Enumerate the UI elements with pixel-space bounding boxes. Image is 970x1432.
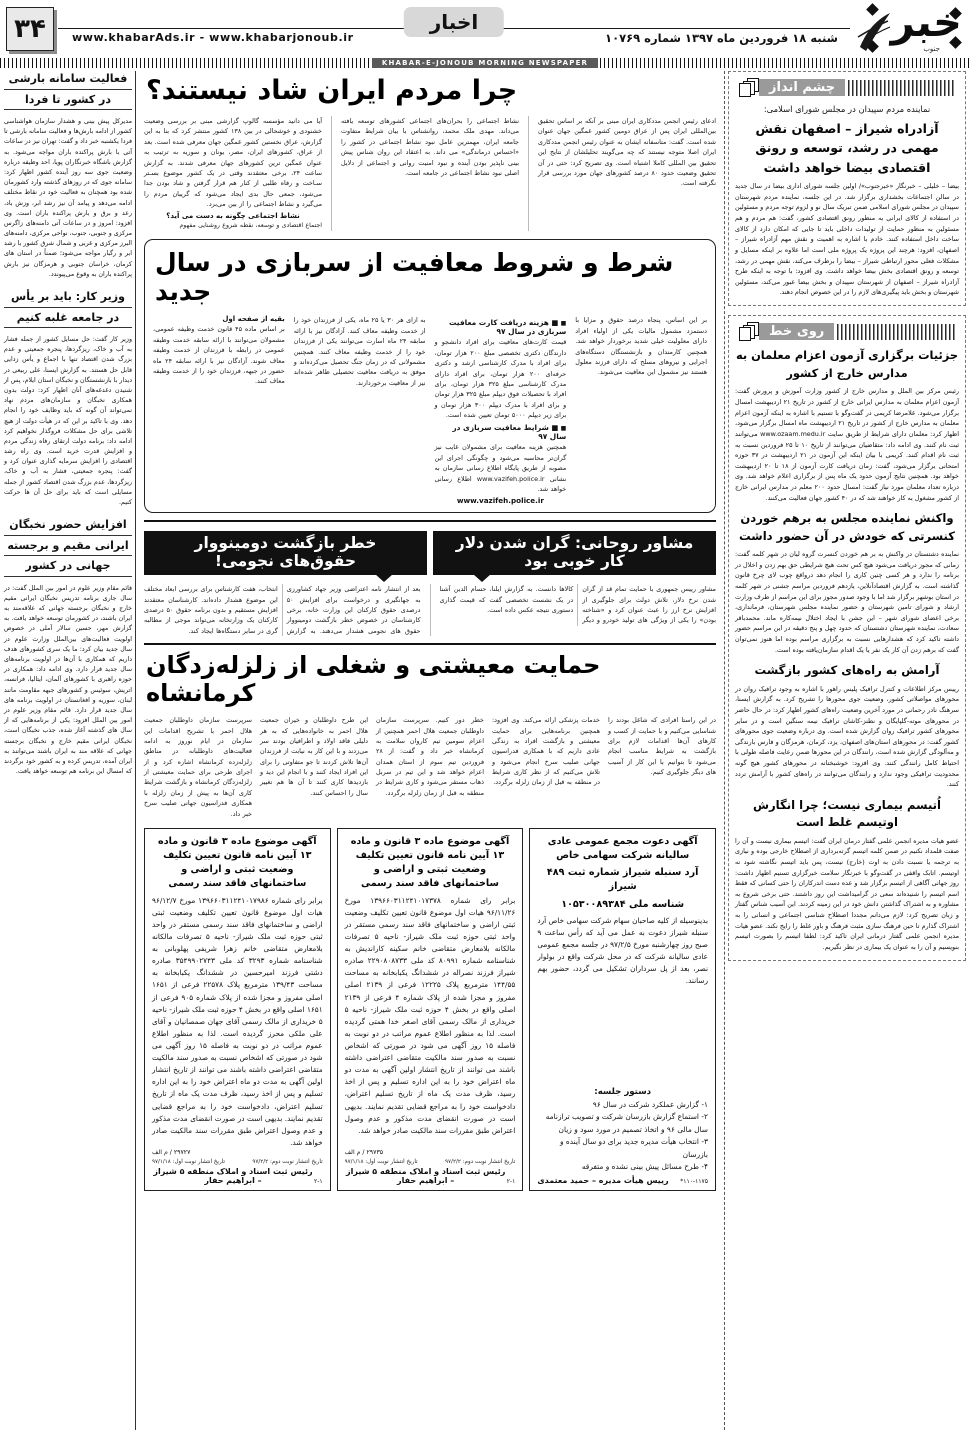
weather-headline-line1: فعالیت سامانه بارشی bbox=[4, 71, 132, 90]
assembly-ad-title-3: شناسه ملی ۱۰۵۳۰۰۸۹۳۸۴ bbox=[561, 898, 685, 910]
lead-headline[interactable]: چرا مردم ایران شاد نیستند؟ bbox=[146, 75, 518, 106]
registry-ad2-code: ۲۹۷۳۵ / م الف bbox=[344, 1148, 384, 1156]
exempt-text-d: بر این اساس، پنجاه درصد حقوق و مزایا با دستمزد مشمول مالیات یکی از اولیاء افراد دارای معلولیت خیلی شدید برخوردار خواهد شد. همچنین کارمندان و بازنشستگان دستگاه‌های اجرایی و نیروهای مسلح که دارای فرزند معلول هستند نیز مشمول این معافیت می‌شوند. bbox=[575, 316, 707, 377]
registry-ad2-title: آگهی موضوع ماده ۳ قانون و ماده ۱۳ آیین نامه قانون تعیین تکلیف وضعیت ثبتی و اراضی و ساختمانهای فاقد سند رسمی bbox=[350, 835, 510, 890]
registry-ad1-code: ۲۹۷۲۷ / م الف bbox=[151, 1148, 191, 1156]
masthead bbox=[0, 0, 970, 58]
nojumi-article-text: بعد از انتشار نامه اعتراضی وزیر جهاد کشاورزی به جهانگیری و درخواست برای افزایش ۵۰ درصدی حقوق کارکنان این وزارت خانه، برخی کارشناسان در خصوص خطر بازگشت دومینووار حقوق های نجومی هشدار می‌دهند. به گزارش انتخاب، هفت کارشناس برای بررسی ابعاد مختلف این موضوع هشدار داده‌اند. کارشناسان معتقدند افزایش مستقیم و بدون برنامه حقوق ۵۰ درصدی کارکنان یک وزارتخانه می‌تواند موجی از مطالبه گری در سایر دستگاه‌ها ایجاد کند. bbox=[144, 585, 421, 635]
registry-ad2-signature: رئیس ثبت اسناد و املاک منطقه ۵ شیراز – ابراهیم حفار bbox=[346, 1166, 506, 1185]
main-column bbox=[139, 71, 721, 1430]
autism-body: عضو هیات مدیره انجمن علمی گفتار درمان ایران گفت: اتیسم بیماری نیست و آن را صفت قلمداد نکنیم در ضمن کلمه اتیسم گرته‌برداری از اصطلاح خارجی بوده و نیازی به ترجمه یا نسبت دادن به اوت (خارج) نیست، پس باید اتیسم نگاشته شود نه اوتیسم. اتابک واقفی در گفت‌وگو با خبرنگار سلامت خبرگزاری تسنیم اظهار داشت: روز جهانی آگاهی از اتیسم برگزار شد و عده دست اندرکاران را حتی کسانی که فقط اسم اتیسم را شنیده‌اند سعی در گرامیداشت این روز داشتند. حتی برخی شروع به مشاوره و به اشتراک گذاشتن دانش خود در این زمینه کردند. این آسیب شناس گفتار و زبان تصریح کرد: لازم می‌دانم مجددا اصطلاح شناسی اجتماعی و انسانی را به اشتراک گذارم تا حین فرهنگ سازی مثبت فرهنگ و باور غلط را رایج نکند. عضو هیات مدیره انجمن علمی گفتار درمانی ایران تاکید کرد: لطفا اتیسم را بصورت اتیسم بنویسیم و آن را به عنوان یک بیماری در نظر نگیریم. bbox=[735, 836, 959, 951]
barcode-strip bbox=[0, 58, 970, 68]
registry-ad2-body: برابر رای شماره ۱۳۹۶۶۰۳۱۱۲۴۱۰۱۷۳۷۸ مورخ ۹۶/۱۱/۲۶ هیات اول موضوع قانون تعیین تکلیف وضعیت ثبتی اراضی و ساختمانهای فاقد سند رسمی مستقر در واحد ثبتی حوزه ثبت ملک شیراز- ناحیه ۵ تصرفات مالکانه بلامعارض متقاضی خانم سکینه کاراندیش به شناسنامه شماره ۸۰۹۹۱ کد ملی ۲۲۹۰۸۰۸۷۳۳ صادره شیراز فرزند نصراله در ششدانگ یکبابخانه به مساحت ۱۴۴/۵۵ مترمربع پلاک ۱۲۲۲۵ فرعی از ۲۱۳۹ اصلی مفروز و مجزا شده از پلاک شماره ۴ فرعی از ۲۱۳۹ اصلی واقع در بخش ۴ حوزه ثبت ملک شیراز- ناحیه ۵ خریداری از مالک رسمی آقای اصغر خدا همتی گردیده است. لذا به منظور اطلاع عموم مراتب در دو نوبت به فاصله ۱۵ روز آگهی می شود در صورتی که اشخاص نسبت به صدور سند مالکیت متقاضی اعتراضی داشته باشند می توانند از تاریخ انتشار اولین آگهی به مدت دو ماه اعتراض خود را به این اداره تسلیم و پس از اخذ رسید، ظرف مدت یک ماه از تاریخ تسلیم اعتراض، دادخواست خود را به مراجع قضایی تقدیم نمایند. بدیهی است در صورت انقضای مدت مذکور و عدم وصول اعتراض طبق مقررات سند مالکیت صادر خواهد شد. bbox=[344, 895, 516, 1135]
page-number: ۳۴ bbox=[6, 7, 54, 51]
cheshm-andaz-banner bbox=[735, 77, 959, 98]
land-registry-ad-2 bbox=[337, 828, 524, 1191]
logo-subtitle: جنوب bbox=[923, 45, 940, 53]
assembly-agenda-item-3: ۳- انتخاب هیأت مدیره جدید برای دو سال آینده و بازرسان bbox=[560, 1137, 708, 1159]
assembly-ad-title-2: آرد سنبله شیراز شماره ثبت ۴۸۹ شیراز bbox=[546, 867, 699, 893]
elites-headline-line3: جهانی در کشور bbox=[4, 558, 132, 577]
military-exemption-article bbox=[144, 239, 716, 513]
newspaper-logo bbox=[850, 1, 970, 57]
lead-text-a: آیا می دانید مؤسسه گالوپ گزارشی مبنی بر بررسی وضعیت خشنودی و خوشحالی در بین ۱۳۸ کشور منتشر کرد که بنا به این گزارش، عراق نخستین کشور غمگین جهان معرفی شده است. بعد از عراق، کشورهای ایران، مصر، یونان و سوریه به ترتیب به عنوان غمگین ترین کشورهای جهان معرفی شدند. به گزارش ساعت ۲۴، برخی معتقدند وقتی در یک کشور موضوع بسـتر سـاخت و رفاه طلبی از کنار هم قرار گرفتن و شاد بودن جدا می‌شود، جمعی حال بدی ایجاد می‌شود که گریبان مردم را می‌گیرد و نشاط اجتماعی را از بین می‌برد. bbox=[144, 117, 322, 208]
registry-ad1-date-first: تاریخ انتشار نوبت اول: ۹۷/۱/۱۸ bbox=[151, 1158, 225, 1165]
sidebar-item-elites bbox=[4, 517, 132, 777]
concert-reaction-headline[interactable]: واکنش نماینده مجلس به برهم خوردن کنسرتی که خودش در آن حضور داشت bbox=[739, 511, 955, 543]
exempt-conditions-label: ■ ■ شرایط معافیت سربازی در سال ۹۷ bbox=[435, 423, 567, 441]
kermanshah-text-c: خطر دور کنیم. سرپرست سازمان داوطلبان جمعیت هلال احمر همچنین از اعزام سومین تیم کاروان سلامت به کرمانشاه خبر داد و گفت: از ۲۸ فروردین تیم سوم از استان همدان اعزام خواهد شد و این تیم در سربل ذهاب مستقر می‌شود و کاری شرایط در منطقه به قبل از زمان زلزله برگردد. bbox=[376, 716, 484, 797]
roads-calm-headline[interactable]: آرامش به راه‌های کشور بازگشت bbox=[754, 663, 940, 678]
banner-hatch-decoration bbox=[837, 324, 955, 340]
cheshm-andaz-box bbox=[728, 71, 966, 306]
ribbon-articles-body bbox=[144, 584, 716, 636]
weather-headline[interactable] bbox=[4, 71, 132, 114]
lead-col-2 bbox=[341, 116, 519, 231]
roads-calm-body: رییس مرکز اطلاعات و کنترل ترافیک پلیس راهور با اشاره به وجود ترافیک روان در محورهای مواصلاتی کشور، وضعیت جوی محورها را تشریح کرد. به گزارش ایسنا، سرهنگ نادر رحمانی در مورد آخرین وضعیت راه‌های کشور اظهار کرد: در حال حاضر در محورهای موته-گلپایگان و نطنز-کاشان ترافیک نیمه سنگین است و در سایر محورهای کشور ترافیک روان گزارش شده است. وی درباره وضعیت جوی محورهای کشور گفت: در محورهای استان‌های اصفهان، یزد، کرمان، هرمزگان و فارس بارندگی و مه‌آلودگی گزارش شده است، رانندگان در این محورها ضمن رعایت فاصله طولی با احتیاط کامل رانندگی کنند. وی افزود: خوشبختانه در محورهای کشور هیچ گونه محدودیت ترافیکی وجود ندارد و رانندگان می‌توانند در راه‌های کشور با آرامش تردد کنند. bbox=[735, 684, 959, 789]
assembly-agenda-item-4: ۴- طرح مسائل پیش بینی نشده و متفرقه bbox=[581, 1162, 708, 1172]
exempt-text-b: به ازای هر ۳۰ یا ۲۵ ماه، یکی از فرزندان خود را از خدمت وظیفه معاف کنند. آزادگان نیز با ارائه سابقه ۲۴ ماه اسارت می‌توانند یکی از فرزندان خود را از خدمت وظیفه معاف کنند. همچنین مشمولانی که در زمان جنگ تحصیل می‌کرده‌اند و موفق به دریافت معافیت تحصیلی ظاهر شده‌اند نیز از معافیت برخوردارند. bbox=[293, 316, 426, 387]
kermanshah-text-b: این طرح داوطلبان و خیران جمعیت هلال احمر به خانواده‌هایی که به هر دلیلی فاقد اولاد و اطرافیان بودند سر می‌زدند و با این کار به نیابت از فرزندان آن‌ها تلاش کردند تا جو متفاوتی را برای این افراد ایجاد کنند و با انجام این دید و بازدیدها کاری کنند تا آن ها هم تغییر سال را احساس کنند. bbox=[260, 716, 368, 797]
logo-wordmark: خبر bbox=[890, 0, 964, 46]
assembly-ad-signature: رییس هیأت مدیره – حمید معتمدی bbox=[537, 1175, 669, 1185]
kermanshah-headline[interactable]: حمایت معیشتی و شغلی از زلزله‌زدگان کرمانشاه bbox=[146, 651, 601, 708]
website-urls[interactable]: www.khabarAds.ir - www.khabarjonoub.ir bbox=[68, 31, 358, 44]
weather-body: مدیرکل پیش بینی و هشدار سازمان هواشناسی کشور از ادامه بارش‌ها و فعالیت سامانه بارشی تا فردا یکشنبه خبر داد و گفت: تهران نیز در ساعات آتی با بارش پراکنده باران مواجه می‌شود. به گزارش باشگاه خبرنگاران پویا، احد وظیفه درباره وضعیت جوی سه روز آینده کشور اظهار کرد: سامانه جوی که در روزهای گذشته وارد کشورمان شده بود همچنان به فعالیت خود در نقاط مختلف ادامه می‌دهد و پیامد آن نیز رشد ابر، وزش باد، رعد و برق و بارش پراکنده باران است. وی افزود: امروز و در ساعات آتی دامنه‌های زاگرس مرکزی و جنوبی، جنوب، نواحی مرکزی، دامنه‌های البرز مرکزی و غربی و شمال شرق کشور با رشد ابر و رگبار مواجه می‌شود؛ ضمناً در استان های کرمان، خراسان جنوبی و هرمزگان نیز بارش پراکنده باران به وقوع می‌پیوندد. bbox=[4, 118, 132, 278]
page-body bbox=[0, 68, 970, 1430]
registry-ad2-ref: ۲-۱ bbox=[506, 1177, 516, 1185]
kermanshah-article bbox=[144, 645, 716, 819]
continued-from-label: بقیه از صفحه اول bbox=[222, 315, 285, 324]
rooye-khat-banner bbox=[735, 321, 959, 342]
exempt-col-1 bbox=[153, 315, 285, 505]
lead-subhead-2: اجتماع اقتصادی و توسعه، نقطه شروع روشنایی مفهوم bbox=[179, 222, 322, 230]
banner-hatch-decoration bbox=[848, 80, 955, 96]
land-registry-ad-1 bbox=[144, 828, 331, 1191]
issue-date: شنبه ۱۸ فروردین ماه ۱۳۹۷ شماره ۱۰۷۶۹ bbox=[601, 31, 842, 45]
labor-body: وزیر کار گفت: حل مسایل کشور از جمله فشار به آب و خاک، ریزگردها، پنجره جمعیتی و عدم بزرگ شدن اقتصاد تنها با اجماع و یأس زدایی قابل حل هستند. به گزارش ایسنا، علی ربیعی در دیدار با بازنشستگان و نخبگان استان ایلام، پس از شنیدن دغدغه‌های آنان اظهار کرد: دولت بدون همکاری نخبگان و سازمان‌های مردم نهاد نمی‌تواند آن گونه که باید وظایف خود را انجام دهد. وی با تاکید بر این که در هیأت دولت از هیچ تلاشی برای حل مشکلات فروگذار نخواهیم کرد ادامه داد: برنامه دولت ارتقای رفاه زندگی مردم و افزایش قدرت خرید است. وی راه رشد اقتصادی را افزایش سرمایه گذاری عنوان کرد و گفت: پنجره جمعیتی، فشار به آب و خاک، ریزگردها، عدم بزرگ شدن اقتصاد کشور از جمله مسایلی است که باید برای حل آن ها حرکت کنیم. bbox=[4, 336, 132, 506]
elites-headline-line1: افزایش حضور نخبگان bbox=[4, 517, 132, 536]
elites-body: قائم مقام وزیر علوم در امور بین الملل گفت: در سال جاری برنامه تدریس نخبگان ایرانی مقیم خارج و نخبگان برجسته جهانی که علاقه‌مند به ایران باشند، در کشورمان توسعه خواهد یافت. به گزارش مهر، حسین سالار آملی در خصوص اولویت فعالیت‌های بین‌الملل وزارت علوم در سال جدید بیان کرد: ما یک سری کشورهای هدف داریم که همکاری با آن‌ها در اولویت برنامه‌های سال جدید قرار دارد. وی ادامه داد: همکاری در حوزه راهبری با کشورهای آلمان، ایتالیا، فرانسه، اتریش، سوئیس و کشورهای جبهه مقاومت مانند لبنان، سوریه و افغانستان در اولویت برنامه های سال جدید قرار دارد. قائم مقام وزیر علوم در امور بین الملل افزود: یکی از برنامه‌هایی که از سال های گذشته آغاز شده، جذب نخبگان است، نخبگان ایرانی مقیم خارج و نخبگان برجسته جهانی که علاقه مند به ایران باشند می‌توانند به ایران آمده، تدریس کرده و به کشور خود برگردند که امسال این برنامه هم توسعه خواهد یافت. bbox=[4, 584, 132, 776]
exempt-col-4 bbox=[575, 315, 707, 505]
dollar-ribbon[interactable]: خطر بازگشت دومینووار حقوق‌های نجومی! bbox=[144, 531, 427, 575]
exempt-col-2 bbox=[294, 315, 426, 505]
assembly-ad-title-1: آگهی دعوت مجمع عمومی عادی سالیانه شرکت سهامی خاص bbox=[547, 835, 698, 862]
registry-ad2-date-second: تاریخ انتشار نوبت دوم: ۹۷/۲/۲ bbox=[445, 1158, 516, 1165]
lead-article bbox=[144, 71, 716, 231]
cheshm-andaz-body: بیضا – خلیلی – خبرنگار «خبرجنوب»/ اولین جلسه شورای اداری بیضا در سال جدید در سالن اجتماعات بخشداری برگزار شد. در این جلسه، نماینده مردم شهرستان سپیدان در مجلس شورای اسلامی ضمن تبریک سال نو و لزوم توجه مردم و مسئولین در استفاده از کالای ایرانی به منظور رونق اقتصادی کشور، گفت: هم مردم و هم مسئولین به منظور حمایت از تولیدات داخلی باید تا جایی که امکان دارد از کالای ساخت داخل استفاده کنند. خادم با اشاره به اهمیت و نقش مهم آزادراه شیراز – اصفهان، افزود: هرچند این پروژه یک پروژه ملی است اما علاوه بر اینکه مسایل و مشکلات فعلی محور ارتباطی شیراز – بیضا را برطرف می‌کند، نقش مهمی در رشد، توسعه و رونق اقتصادی بخش بیضا خواهد داشت. وی افزود: با توجه به اینکه طرح آزادراه شیراز – اصفهان از شهرستان سپیدان و بخش بیضا عبور می‌کند، مسئولین شهرستان و بخش باید پیگیری‌های لازم را در این خصوص انجام دهند. bbox=[735, 182, 959, 297]
registry-ad1-ref: ۲-۱ bbox=[314, 1177, 323, 1185]
nojumi-salary-ribbon[interactable]: مشاور روحانی: گران شدن دلار کار خوبی بود bbox=[433, 531, 716, 575]
right-column bbox=[728, 71, 966, 1430]
exempt-text-c2: همچنین هزینه معافیت برای مشمولان غایب نیز گران‌تر محاسبه می‌شود و چگونگی اجرای این مصوبه از طریق پایگاه اطلاع رسانی سازمان به نشانی www.vazifeh.police.ir اطلاع رسانی خواهد شد. bbox=[434, 443, 567, 493]
autism-headline[interactable]: اُتیسم بیماری نیست؛ چرا انگارش اوتیسم غلط است bbox=[752, 797, 942, 830]
classified-ads-row bbox=[144, 828, 716, 1191]
registry-ad1-title: آگهی موضوع ماده ۳ قانون و ماده ۱۳ آیین نامه قانون تعیین تکلیف وضعیت ثبتی و اراضی و ساختمانهای فاقد سند رسمی bbox=[158, 835, 317, 890]
dollar-article bbox=[440, 584, 717, 636]
logo-emblem-icon bbox=[856, 7, 896, 55]
masthead-rule bbox=[58, 1, 850, 57]
sidebar-item-labor-minister bbox=[4, 289, 132, 508]
rooye-khat-tag: روی خط bbox=[759, 323, 834, 340]
registry-ad1-signature: رئیس ثبت اسناد و املاک منطقه ۵ شیراز – ابراهیم حفار bbox=[153, 1166, 313, 1185]
elites-headline[interactable] bbox=[4, 517, 132, 581]
kermanshah-text-e: در این راستا افرادی که شاغل بودند را شناسایی می‌کنیم و با حمایت از کسب و کارهای آن‌ها اقدامات لازم برای بازگشت به شرایط مناسب انجام می‌شود تا بتوانیم با این کار از آسیب های دیگر جلوگیری کنیم. bbox=[608, 716, 716, 777]
lead-col-3 bbox=[538, 116, 716, 231]
column-divider-left bbox=[135, 71, 136, 1430]
weather-headline-line2: در کشور تا فردا bbox=[4, 92, 132, 111]
nojumi-article bbox=[144, 584, 421, 636]
elites-headline-line2: ایرانی مقیم و برجسته bbox=[4, 538, 132, 557]
rooye-khat-box bbox=[728, 315, 966, 961]
dollar-article-text: مشاور رییس جمهوری با حمایت تمام قد از گران شدن نرخ دلار، تلاش دولت برای جلوگیری از افزایش نرخ ارز را عبث عنوان کرد و «شناخته بودن» را یکی از ویژگی های تولید خودرو و دیگر کالاها دانست. به گزارش ایلنا، حسام الدین آشنا در یک نشست تخصصی گفت که قیمت گذاری دستوری نتیجه عکس داده است. bbox=[439, 585, 716, 625]
lead-text-c: ادعای رئیس انجمن مددکاری ایران مبنی بر آنکه بر اساس تحقیق بین‌المللی ایران پس از عراق دومین کشور غمگین جهان عنوان شده است. گفت: متاسفانه ایشان به عنوان رئیس انجمن مددکاری ایران اصلا متوجه نیستند که چه می‌گویند تحلیلشان از نتایج این تحقیق بین المللی کاملا اشتباه است. وی تصریح کرد: حتی در آن تحقیق وضعیت حدود ۸۰ درصد کشورهای جهان مورد بررسی قرار نگرفته است. bbox=[538, 117, 716, 188]
assembly-agenda-item-2: ۲- استماع گزارش بازرسان شرکت و تصویب ترازنامه سال مالی ۹۶ و اتخاذ تصمیم در مورد سود و زیان bbox=[545, 1112, 708, 1134]
exempt-text-a: بر اساس ماده ۴۵ قانون خدمت وظیفه عمومی، مشمولان می‌توانند با ارائه سابقه خدمت وظیفه عمومی در رابطه با فرزندان از خدمت وظیفه معاف شوند. آزادگان نیز با ارائه سابقه ۲۴ ماه حضور در جبهه، فرزندان خود را از خدمت وظیفه معاف کنند. bbox=[153, 325, 285, 386]
lead-subhead-1: نشاط اجتماعی چگونه به دست می آید؟ bbox=[166, 212, 300, 221]
exempt-cost-label: ■ ■ هزینه دریافت کارت معافیت سربازی در سال ۹۷ bbox=[435, 318, 567, 336]
left-sidebar bbox=[4, 71, 132, 1430]
sidebar-item-weather bbox=[4, 71, 132, 280]
lead-col-1 bbox=[144, 116, 322, 231]
barcode-label: KHABAR-E-JONOUB MORNING NEWSPAPER bbox=[372, 58, 598, 68]
cheshm-andaz-kicker: نماینده مردم سپیدان در مجلس شورای اسلامی: bbox=[763, 104, 931, 114]
teachers-exam-headline[interactable]: جزئیات برگزاری آزمون اعزام معلمان به مدارس خارج از کشور bbox=[735, 348, 959, 380]
military-exemption-headline[interactable]: شرط و شروط معافیت از سربازی در سال جدید bbox=[155, 248, 674, 307]
registry-ad2-date-first: تاریخ انتشار نوبت اول: ۹۷/۱/۱۸ bbox=[344, 1158, 418, 1165]
kermanshah-text-a: سرپرست سازمان داوطلبان جمعیت هلال احمر با تشریح اقدامات این سازمان در ایام نوروز به ادامه فعالیت‌های داوطلبانه در مناطق زلزله‌زده کرمانشاه اشاره کرد و از اجرای طرحی برای حمایت معیشتی از زلزله‌زدگان کرمانشاه و بازگشت شرایط کاری آن‌ها به پیش از زمان زلزله با همکاری فدراسیون جهانی صلیب سرخ خبر داد. bbox=[144, 716, 252, 818]
general-assembly-ad bbox=[529, 828, 716, 1191]
exempt-text-c: قیمت کارت‌های معافیت برای افراد دانشجو و دارندگان دکتری تخصصی مبلغ ۲۰۰ هزار تومان، برای افراد با مدرک کارشناسی ارشد و دکتری حرفه‌ای ۲۰۰ هزار تومان، برای افراد دارای مدرک کارشناسی مبلغ ۳۲۵ هزار تومان، برای افراد با تحصیلات فوق دیپلم مبلغ ۳۲۵ هزار تومان و برای افراد با مدرک دیپلم ۳۰۰ هزار تومان و برای زیر دیپلم ۵۰۰۰ تومان تعیین شده است. bbox=[434, 338, 567, 420]
section-title: اخبار bbox=[404, 7, 504, 37]
cheshm-andaz-tag: چشم انداز bbox=[759, 79, 845, 96]
ribbon-headline-row bbox=[144, 531, 716, 575]
column-divider bbox=[724, 71, 725, 1430]
labor-headline-line1: وزیر کار: باید بر یأس bbox=[4, 289, 132, 308]
lead-text-b: نشاط اجتماعی را بحران‌های اجتماعی کشورهای توسعه یافته می‌داند. مهدی ملک محمد، روانشناس با بیان شرایط متفاوت جامعه ایران، مهمترین عامل نبود نشاط اجتماعی در کشور را «احساس درماندگی» می داند. به اعتقاد این روان شناس پیش بینی ناپذیر بودن آینده و نبود امنیت روانی و اجتماعی از دلایل اصلی نبود نشاط اجتماعی در جامعه است. bbox=[341, 117, 519, 177]
registry-ad1-date-second: تاریخ انتشار نوبت دوم: ۹۷/۲/۲ bbox=[252, 1158, 323, 1165]
teachers-exam-body: رئیس مرکز بین الملل و مدارس خارج از کشور وزارت آموزش و پرورش گفت: آزمون اعزام معلمان به مدارس ایرانی خارج از کشور در تاریخ ۲۱ اردیبهشت امسال برگزار می‌شود. غلامرضا کریمی در گفت‌وگو با تسنیم با اشاره به اینکه آزمون اعزام معلمان به مدارس خارج از کشور در تاریخ ۲۱ اردیبهشت ماه امسال برگزار می‌شود، اظهار کرد: معلمان دارای شرایط از طریق سایت www.ozaam.medu.ir می‌توانند ثبت نام کنند. وی ادامه داد: متقاضیان می‌توانند از تاریخ ۱۰ تا ۲۵ فروردین نسبت به ثبت نام اقدام کنند. کریمی با بیان اینکه این آزمون در ۲۱ اردیبهشت در ۳۷ حوزه امتحانی برگزار می‌شود، گفت: زمان دریافت کارت آزمون از ۱۸ تا ۲۰ اردیبهشت خواهد بود. همچنین نتایج آزمون حدود یک ماه پس از برگزاری اعلام خواهد شد. وی درباره تعداد معلمان مورد نیاز گفت: امسال حدود ۲۰۰ معلم در مدارس ایرانی خارج از کشور مشغول به کار خواهند شد که در ۴۰ کشور جهان فعالیت می‌کنند. bbox=[735, 387, 960, 502]
concert-reaction-body: نماینده دشتستان در واکنش به بر هم خوردن کنسرت گروه لیان در شهر کلمه گفت: زمانی که مجوز دریافت می‌شود هیچ کس تحت هیچ شرایطی حق بهم زدن و اخلال در برنامه را ندارد و هر کسی چنین کاری را انجام دهد درواقع چوب لای چرخ قانون گذاشته است. به گزارش اقتصادآنلاین، یازدهم فروردین مراسم جشنی در شهر کلمه در استان بوشهر برگزار شد اما با وجود صدور مجوز برای این مراسم از طرف وزارت ارشاد و شورای تامین شهرستان و حضور نماینده مجلس شهرستان، فرمانداری، برخی اعضای شورای شهر – این جشن با ایجاد اختلال نیمه‌کاره ماند. محمدباقر سعادت، نماینده شهرستان دشتستان که حدود چهل و پنج دقیقه در این مراسم حضور داشته تاکید کرد که هشدارهایی نسبت به برگزاری مراسم بوده اما هنوز نمی‌توان گفت که برهم زدن آن کار یک نفر یا یک اقدام سازمان‌یافته بوده است. bbox=[735, 550, 959, 654]
registry-ad1-body: برابر رای شماره ۱۳۹۶۶۰۳۱۱۲۴۱۰۱۷۹۸۶ مورخ ۹۶/۱۲/۷ هیات اول موضوع قانون تعیین تکلیف وضعیت ثبتی اراضی و ساختمانهای فاقد سند رسمی مستقر در واحد ثبتی حوزه ثبت ملک شیراز- ناحیه ۵ تصرفات مالکانه بلامعارض متقاضی خانم زهرا شریفی پهلوبانی به شناسنامه شماره ۳۲۹۳ کد ملی ۳۵۴۹۹۰۲۷۴۳ صادره دشتی فرزند امیرحسین در ششدانگ یکبابخانه به مساحت ۱۳۹/۴۳ مترمربع پلاک ۲۲۵۷۸ فرعی از ۱۶۵۱ اصلی مفروز و مجزا شده از پلاک شماره ۹۰۵ فرعی از ۱۶۵۱ اصلی واقع در بخش ۴ حوزه ثبت ملک شیراز- ناحیه ۵ خریداری از مالک رسمی آقای جهان صمصانیان و آقای علی ملکی محرز گردیده است. لذا به منظور اطلاع عموم مراتب در دو نوبت به فاصله ۱۵ روز آگهی می شود در صورتی که اشخاص نسبت به صدور سند مالکیت متقاضی اعتراضی داشته باشند می توانند از تاریخ انتشار اولین آگهی به مدت دو ماه اعتراض خود را به این اداره تسلیم و پس از اخذ رسید، ظرف مدت یک ماه از تاریخ تسلیم اعتراض، دادخواست خود را به مراجع قضایی تقدیم نمایند. بدیهی است در صورت انقضای مدت مذکور و عدم وصول اعتراض طبق مقررات سند مالکیت صادر خواهد شد. bbox=[151, 895, 323, 1147]
kermanshah-text-d: خدمات پزشکی ارائه می‌کند. وی افزود: همچنین برنامه‌هایی برای حمایت معیشتی و بازگشت افراد به زندگی عادی داریم که با همکاری فدراسیون جهانی صلیب سرخ انجام می‌شود و تلاش می‌کنیم که از نظر کاری شرایط در منطقه به قبل از زمان زلزله برگردد. bbox=[492, 716, 600, 787]
assembly-ad-body: بدینوسیله از کلیه صاحبان سهام شرکت سهامی خاص آرد سنبله شیراز دعوت به عمل می آید که رأس ساعت ۹ صبح روز چهارشنبه مورخ ۹۷/۲/۵ در جلسه مجمع عمومی عادی سالیانه شرکت که در محل شرکت واقع در بولوار نصر، بعد از پل سرداران تشکیل می گردد، حضور بهم رسانند. bbox=[537, 915, 709, 986]
assembly-ad-code: ۱۱۰-۱۱۷۵* bbox=[680, 1177, 708, 1185]
layers-icon bbox=[735, 322, 759, 341]
labor-headline[interactable] bbox=[4, 289, 132, 332]
labor-headline-line2: در جامعه غلبه کنیم bbox=[4, 310, 132, 329]
assembly-agenda-item-1: ۱- گزارش عملکرد شرکت در سال ۹۶ bbox=[592, 1099, 708, 1109]
assembly-agenda-title: دستور جلسه: bbox=[594, 1086, 652, 1097]
layers-icon bbox=[735, 78, 759, 97]
section-rule bbox=[144, 520, 716, 522]
vazifeh-police-url[interactable]: www.vazifeh.police.ir bbox=[456, 496, 544, 506]
exempt-col-3 bbox=[435, 315, 567, 505]
cheshm-andaz-headline[interactable]: آزادراه شیراز – اصفهان نقش مهمی در رشد، توسعه و رونق اقتصادی بیضا خواهد داشت bbox=[755, 120, 939, 175]
